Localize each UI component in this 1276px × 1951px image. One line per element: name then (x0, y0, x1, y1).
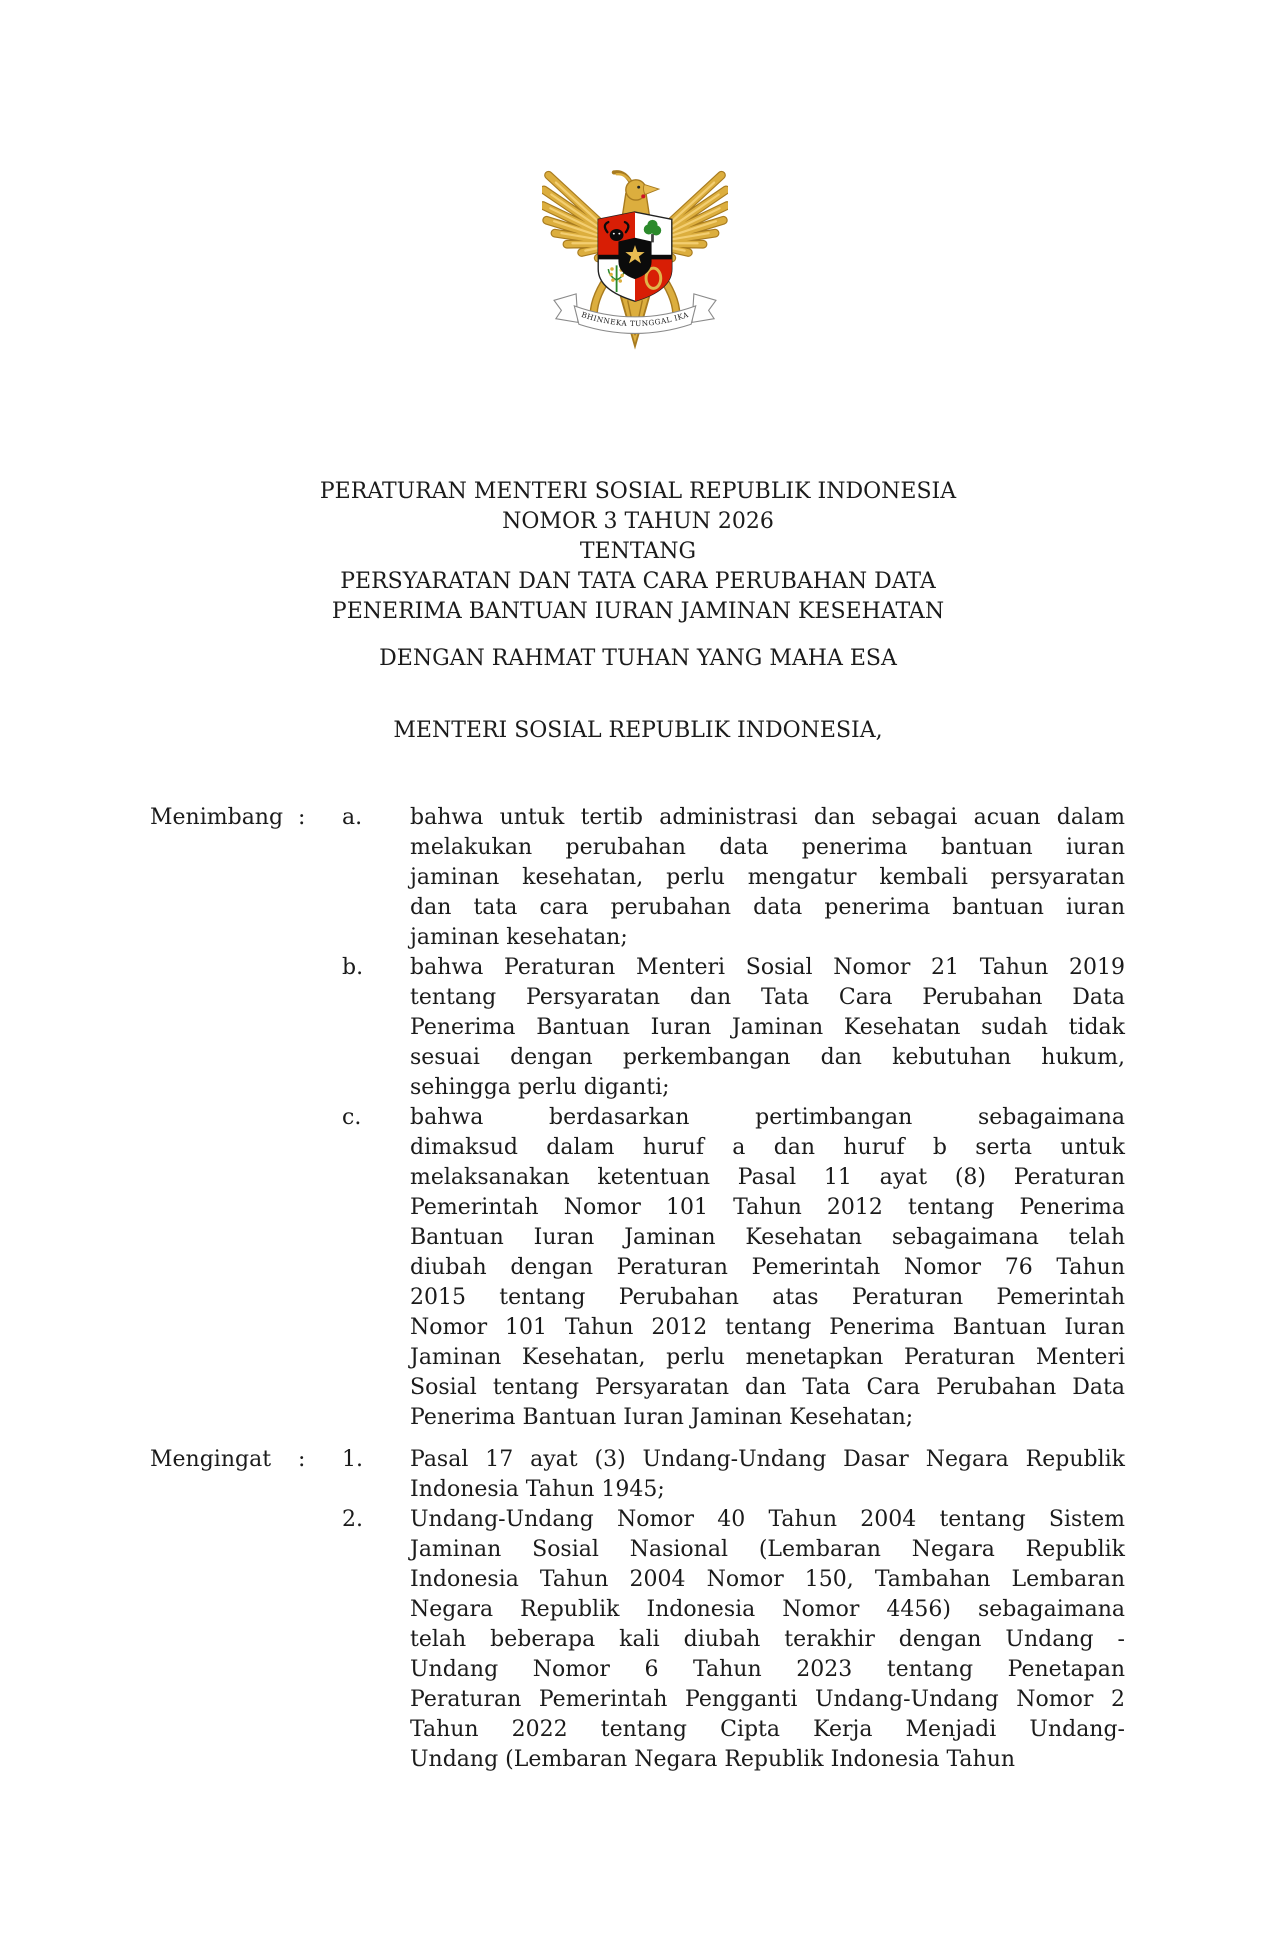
consideration-line: dimaksud dalam huruf a dan huruf b serta untuk (410, 1135, 1125, 1160)
consideration-line: tentang Persyaratan dan Tata Cara Perubahan Data (410, 985, 1125, 1010)
legal-basis-line: Undang-Undang Nomor 40 Tahun 2004 tentang Sistem (410, 1507, 1125, 1532)
considering-label: Menimbang (150, 805, 284, 830)
consideration-line: Nomor 101 Tahun 2012 tentang Penerima Bantuan Iuran (410, 1315, 1125, 1340)
consideration-line: dan tata cara perubahan data penerima bantuan iuran (410, 895, 1125, 920)
legal-basis-line: Peraturan Pemerintah Pengganti Undang-Undang Nomor 2 (410, 1687, 1125, 1712)
legal-basis-line: Undang Nomor 6 Tahun 2023 tentang Penetapan (410, 1657, 1125, 1682)
considering-item-a (342, 803, 1132, 953)
eagle-head (614, 172, 659, 200)
considering-colon: : (298, 805, 306, 830)
consideration-line: melaksanakan ketentuan Pasal 11 ayat (8) Peraturan (410, 1165, 1125, 1190)
pancasila-shield (598, 212, 672, 301)
item-marker: a. (342, 805, 363, 830)
motto-text: BHINNEKA TUNGGAL IKA (580, 309, 690, 329)
recalling-label: Mengingat (150, 1447, 272, 1472)
title-line-4: PERSYARATAN DAN TATA CARA PERUBAHAN DATA (340, 569, 936, 594)
considering-item-b (342, 953, 1132, 1103)
consideration-line: Bantuan Iuran Jaminan Kesehatan sebagaimana telah (410, 1225, 1125, 1250)
garuda-pancasila-emblem (542, 166, 728, 350)
consideration-line: Jaminan Kesehatan, perlu menetapkan Peraturan Menteri (410, 1345, 1125, 1370)
considering-item-c (342, 1103, 1132, 1433)
recalling-item-2 (342, 1505, 1132, 1775)
legal-basis-line: Jaminan Sosial Nasional (Lembaran Negara Republik (410, 1537, 1125, 1562)
consideration-line: bahwa untuk tertib administrasi dan sebagai acuan dalam (410, 805, 1125, 830)
consideration-line: bahwa berdasarkan pertimbangan sebagaimana (410, 1105, 1125, 1130)
item-marker: 1. (342, 1447, 363, 1472)
document-title (268, 477, 1008, 627)
consideration-line: sehingga perlu diganti; (410, 1075, 670, 1100)
recalling-colon: : (298, 1447, 306, 1472)
consideration-line: Pemerintah Nomor 101 Tahun 2012 tentang Penerima (410, 1195, 1125, 1220)
eye (637, 186, 640, 189)
consideration-line: Penerima Bantuan Iuran Jaminan Kesehatan sudah tidak (410, 1015, 1125, 1040)
legal-basis-line: Pasal 17 ayat (3) Undang-Undang Dasar Negara Republik (410, 1447, 1125, 1472)
legal-basis-line: Undang (Lembaran Negara Republik Indonesia Tahun (410, 1747, 1016, 1772)
invocation-line: DENGAN RAHMAT TUHAN YANG MAHA ESA (379, 646, 897, 671)
title-line-1: PERATURAN MENTERI SOSIAL REPUBLIK INDONESIA (319, 479, 957, 504)
consideration-line: jaminan kesehatan; (410, 925, 628, 950)
item-marker: 2. (342, 1507, 363, 1532)
title-line-3: TENTANG (579, 539, 697, 564)
consideration-line: Sosial tentang Persyaratan dan Tata Cara Perubahan Data (410, 1375, 1125, 1400)
title-line-5: PENERIMA BANTUAN IURAN JAMINAN KESEHATAN (331, 599, 945, 624)
wattle (641, 194, 645, 198)
authority-line: MENTERI SOSIAL REPUBLIK INDONESIA, (393, 718, 883, 743)
consideration-line: bahwa Peraturan Menteri Sosial Nomor 21 Tahun 2019 (410, 955, 1125, 980)
title-line-2: NOMOR 3 TAHUN 2026 (502, 509, 774, 534)
item-marker: b. (342, 955, 364, 980)
consideration-line: diubah dengan Peraturan Pemerintah Nomor 76 Tahun (410, 1255, 1125, 1280)
legal-basis-line: Indonesia Tahun 2004 Nomor 150, Tambahan Lembaran (410, 1567, 1125, 1592)
consideration-line: Penerima Bantuan Iuran Jaminan Kesehatan; (410, 1405, 914, 1430)
recalling-item-1 (342, 1445, 1132, 1505)
consideration-line: sesuai dengan perkembangan dan kebutuhan hukum, (410, 1045, 1125, 1070)
legal-basis-line: Tahun 2022 tentang Cipta Kerja Menjadi Undang- (410, 1717, 1125, 1742)
legal-basis-line: Negara Republik Indonesia Nomor 4456) sebagaimana (410, 1597, 1125, 1622)
consideration-line: melakukan perubahan data penerima bantuan iuran (410, 835, 1125, 860)
item-marker: c. (342, 1105, 362, 1130)
beak (643, 184, 658, 194)
legal-basis-line: telah beberapa kali diubah terakhir dengan Undang - (410, 1627, 1125, 1652)
consideration-line: 2015 tentang Perubahan atas Peraturan Pemerintah (410, 1285, 1125, 1310)
legal-basis-line: Indonesia Tahun 1945; (410, 1477, 665, 1502)
consideration-line: jaminan kesehatan, perlu mengatur kembali persyaratan (410, 865, 1125, 890)
